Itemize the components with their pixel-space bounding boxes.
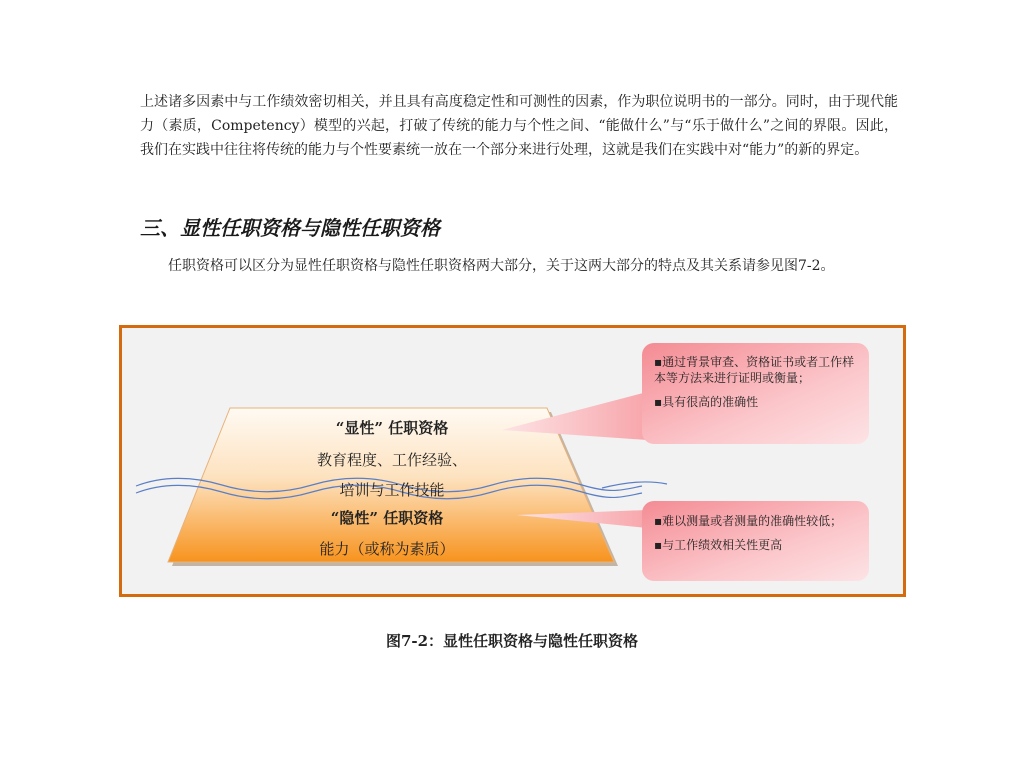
intro-paragraph: 上述诸多因素中与工作绩效密切相关，并且具有高度稳定性和可测性的因素，作为职位说明书的一部分。同时，由于现代能力（素质，Competency）模型的兴起，打破了传统的能力与个性之间、“能做什么”与“乐于做什么”之间的界限。因此，我们在实践中往往将传统的能力与个性要素统一放在一个部分来进行处理，这就是我们在实践中对“能力”的新的界定。	[140, 94, 898, 158]
bottom-callout-text	[654, 513, 859, 553]
explicit-title: “显性” 任职资格	[335, 419, 449, 437]
top-callout-text	[654, 354, 859, 410]
bottom-callout-item-1: ▪难以测量或者测量的准确性较低；	[654, 514, 843, 528]
implicit-title: “隐性” 任职资格	[330, 509, 444, 527]
figure-caption: 图7-2：显性任职资格与隐性任职资格	[385, 632, 639, 650]
figure-frame	[119, 325, 906, 597]
section-heading: 三、显性任职资格与隐性任职资格	[140, 216, 440, 240]
section-paragraph: 任职资格可以区分为显性任职资格与隐性任职资格两大部分，关于这两大部分的特点及其关系请参见图7-2。	[168, 258, 835, 274]
bottom-callout-item-2: ▪与工作绩效相关性更高	[654, 538, 783, 552]
explicit-line-1: 教育程度、工作经验、	[316, 451, 467, 469]
top-callout-item-1: ▪通过背景审查、资格证书或者工作样本等方法来进行证明或衡量；	[654, 355, 855, 385]
top-callout-item-2: ▪具有很高的准确性	[654, 395, 759, 409]
explicit-line-2: 培训与工作技能	[339, 481, 445, 499]
implicit-line-1: 能力（或称为素质）	[319, 540, 455, 558]
